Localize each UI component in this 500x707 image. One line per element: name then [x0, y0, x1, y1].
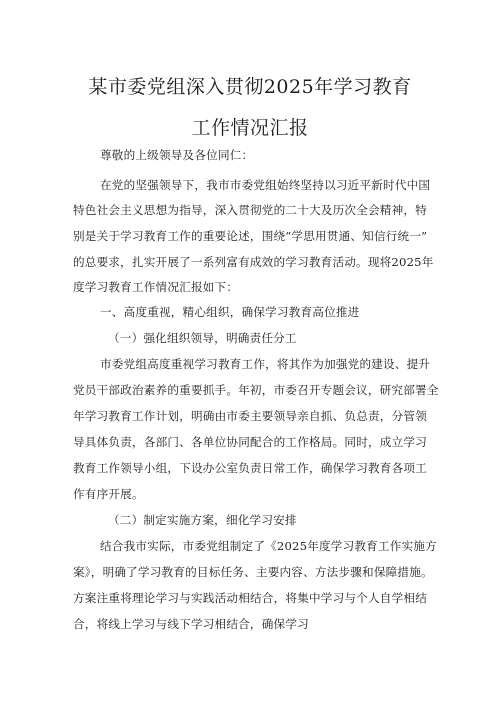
paragraph-line: 方案注重将理论学习与实践活动相结合，将集中学习与个人自学相结	[73, 591, 427, 605]
paragraph-line: 案》，明确了学习教育的目标任务、主要内容、方法步骤和保障措施。	[73, 565, 433, 579]
document-title-line-2: 工作情况汇报	[191, 117, 309, 139]
subsection-heading-1: （一）强化组织领导，明确责任分工	[108, 331, 297, 345]
paragraph-line: 合，将线上学习与线下学习相结合，确保学习	[73, 617, 309, 631]
salutation: 尊敬的上级领导及各位同仁：	[100, 148, 254, 162]
paragraph-line: 市委党组高度重视学习教育工作，将其作为加强党的建设、提升	[100, 357, 431, 371]
paragraph-line: 党员干部政治素养的重要抓手。年初，市委召开专题会议，研究部署全	[73, 383, 439, 397]
subsection-heading-2: （二）制定实施方案，细化学习安排	[108, 513, 297, 527]
paragraph-line: 的总要求，扎实开展了一系列富有成效的学习教育活动。现将2025年	[73, 255, 434, 269]
paragraph-line: 教育工作领导小组，下设办公室负责日常工作，确保学习教育各项工	[73, 461, 427, 475]
section-heading-1: 一、高度重视，精心组织，确保学习教育高位推进	[100, 305, 360, 319]
paragraph-line: 在党的坚强领导下，我市市委党组始终坚持以习近平新时代中国	[100, 178, 431, 192]
paragraph-line: 年学习教育工作计划，明确由市委主要领导亲自抓、负总责，分管领	[73, 409, 427, 423]
paragraph-line: 别是关于学习教育工作的重要论述，围绕“学思用贯通、知信行统一”	[73, 229, 428, 243]
document-title-line-1: 某市委党组深入贯彻2025年学习教育	[88, 76, 412, 98]
paragraph-line: 作有序开展。	[73, 487, 144, 501]
paragraph-line: 结合我市实际，市委党组制定了《2025年度学习教育工作实施方	[100, 539, 437, 553]
paragraph-line: 特色社会主义思想为指导，深入贯彻党的二十大及历次全会精神，特	[73, 203, 427, 217]
paragraph-line: 度学习教育工作情况汇报如下：	[73, 280, 239, 294]
paragraph-line: 导具体负责，各部门、各单位协同配合的工作格局。同时，成立学习	[73, 435, 427, 449]
